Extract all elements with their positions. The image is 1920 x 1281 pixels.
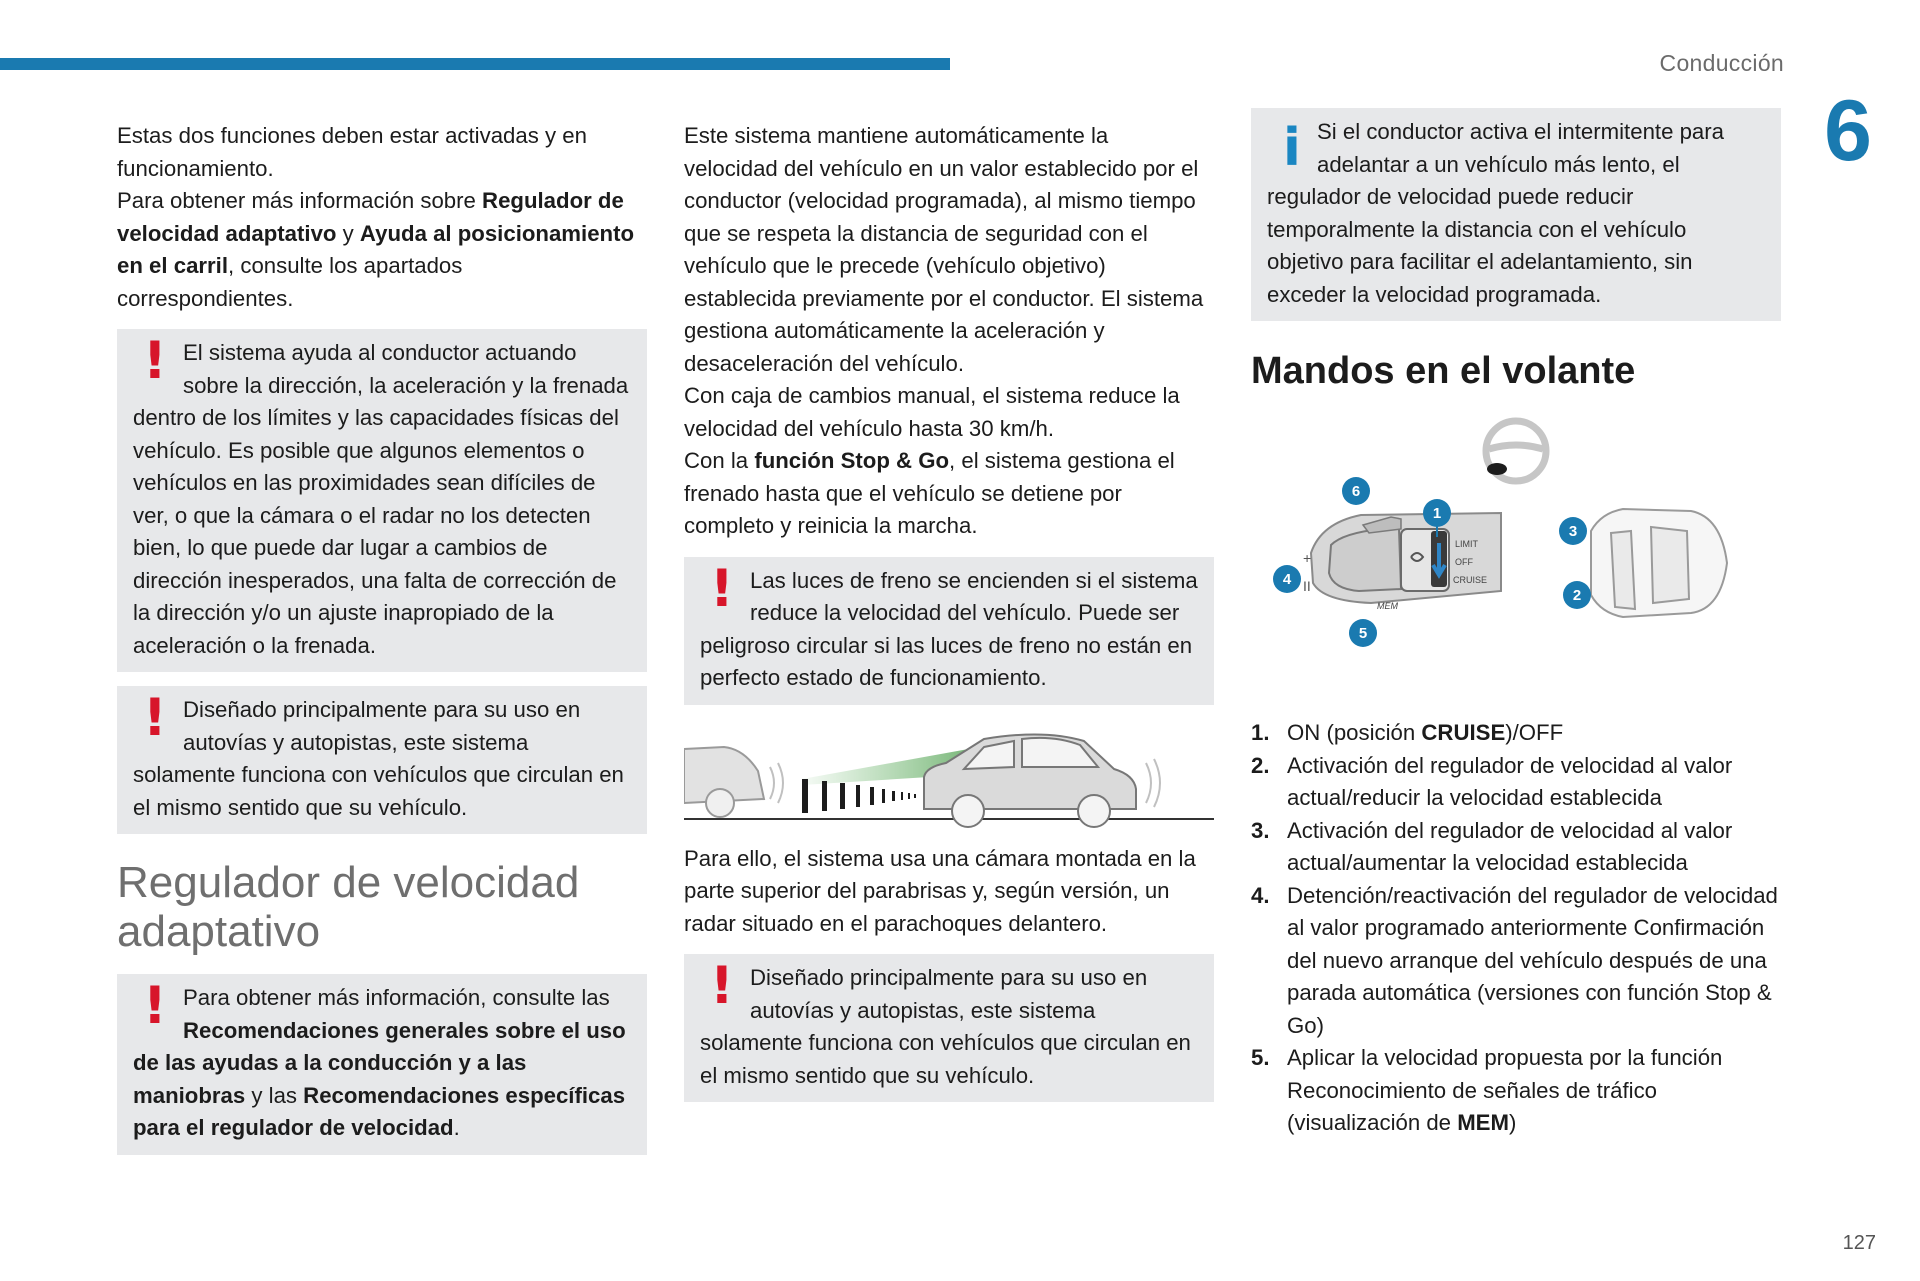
warning-text: Las luces de freno se encienden si el sistema reduce la velocidad del vehículo. Puede ser peligroso circular si las luces de freno no están en perfecto estado de funcionamiento. bbox=[700, 567, 1198, 690]
legend-item: 2. Activación del regulador de velocidad al valor actual/reducir la velocidad establecida bbox=[1251, 752, 1733, 810]
info-text: Si el conductor activa el intermitente para adelantar a un vehículo más lento, el regulador de velocidad puede reducir temporalmente la distancia con el vehículo objetivo para facilitar el adelantamiento, sin exceder la velocidad programada. bbox=[1267, 119, 1724, 307]
pause-mark: II bbox=[1303, 578, 1311, 594]
svg-text:6: 6 bbox=[1351, 483, 1361, 500]
header-accent-bar bbox=[0, 58, 950, 70]
callout-2-icon bbox=[1563, 581, 1591, 609]
legend-item: 4. Detención/reactivación del regulador de velocidad al valor programado anteriormente Confirmación del nuevo arranque del vehículo después de una parada automática (versiones con función Stop & Go) bbox=[1251, 882, 1778, 1038]
own-vehicle-icon bbox=[684, 747, 764, 817]
callout-6-icon bbox=[1342, 477, 1370, 505]
stalk-marker-icon bbox=[1487, 463, 1507, 475]
intro-paragraph: Estas dos funciones deben estar activadas y en funcionamiento. Para obtener más información sobre Regulador de velocidad adaptativo y Ayuda al posicionamiento en el carril, consulte los apartados correspondientes. bbox=[117, 123, 635, 311]
warning-text: El sistema ayuda al conductor actuando sobre la dirección, la aceleración y la frenada dentro de los límites y las capacidades físicas del vehículo. Es posible que algunos elementos o vehículos en las proximidades sean difíciles de ver, o que la cámara o el radar no los detecten bien, lo que puede dar lugar a cambios de dirección inesperados, una falta de corrección de la dirección y/o un ajuste inapropiado de la aceleración o la frenada. bbox=[133, 340, 629, 658]
body-paragraph: Con caja de cambios manual, el sistema reduce la velocidad del vehículo hasta 30 km/h. bbox=[684, 383, 1180, 441]
callout-4-icon bbox=[1273, 565, 1301, 593]
switch-label-off: OFF bbox=[1455, 557, 1473, 567]
body-paragraph: Para ello, el sistema usa una cámara montada en la parte superior del parabrisas y, según versión, un radar situado en el parachoques delantero. bbox=[684, 845, 1196, 936]
plus-mark: + bbox=[1303, 550, 1312, 566]
info-box bbox=[1251, 108, 1781, 321]
warning-icon: ! bbox=[143, 976, 167, 1036]
warning-box bbox=[117, 329, 647, 672]
legend-item: 3. Activación del regulador de velocidad al valor actual/aumentar la velocidad establecida bbox=[1251, 817, 1733, 875]
info-icon: i bbox=[1283, 118, 1301, 178]
warning-text: Diseñado principalmente para su uso en autovías y autopistas, este sistema solamente funciona con vehículos que circulan en el mismo sentido que su vehículo. bbox=[700, 965, 1191, 1088]
warning-box bbox=[684, 557, 1214, 705]
svg-text:4: 4 bbox=[1282, 571, 1292, 588]
steering-controls-diagram bbox=[1251, 413, 1781, 703]
acc-distance-illustration bbox=[684, 719, 1214, 829]
mem-label: MEM bbox=[1377, 601, 1398, 611]
legend-item: 5. Aplicar la velocidad propuesta por la función Reconocimiento de señales de tráfico (visualización de MEM) bbox=[1251, 1045, 1723, 1135]
warning-icon: ! bbox=[710, 956, 734, 1016]
body-paragraph: Con la función Stop & Go, el sistema gestiona el frenado hasta que el vehículo se detiene por completo y reinicia la marcha. bbox=[684, 448, 1175, 538]
distance-bars-icon bbox=[802, 779, 916, 813]
legend-item: 1. ON (posición CRUISE)/OFF bbox=[1251, 720, 1564, 745]
warning-box bbox=[684, 954, 1214, 1102]
callout-5-icon bbox=[1349, 619, 1377, 647]
body-paragraph: Este sistema mantiene automáticamente la velocidad del vehículo en un valor establecido por el conductor (velocidad programada), al mismo tiempo que se respeta la distancia de seguridad con el vehículo que le precede (vehículo objetivo) establecida previamente por el conductor. El sistema gestiona automáticamente la aceleración y desaceleración del vehículo. bbox=[684, 123, 1204, 376]
controls-legend bbox=[1251, 717, 1781, 1140]
svg-text:5: 5 bbox=[1358, 625, 1368, 642]
warning-text: Diseñado principalmente para su uso en autovías y autopistas, este sistema solamente funciona con vehículos que circulan en el mismo sentido que su vehículo. bbox=[133, 697, 624, 820]
target-vehicle-icon bbox=[924, 734, 1136, 827]
section-name: Conducción bbox=[1659, 50, 1784, 76]
warning-box bbox=[117, 974, 647, 1155]
section-title: Regulador de velocidad adaptativo bbox=[117, 858, 580, 956]
stalk-side-view-icon bbox=[1591, 509, 1727, 617]
page-number: 127 bbox=[1842, 1232, 1876, 1254]
svg-text:1: 1 bbox=[1432, 505, 1442, 522]
svg-text:3: 3 bbox=[1568, 523, 1578, 540]
switch-label-limit: LIMIT bbox=[1455, 539, 1479, 549]
switch-label-cruise: CRUISE bbox=[1453, 575, 1488, 585]
svg-text:2: 2 bbox=[1572, 587, 1582, 604]
warning-text: Para obtener más información, consulte las Recomendaciones generales sobre el uso de las ayudas a la conducción y a las maniobras y las Recomendaciones específicas para el regulador de velocidad. bbox=[133, 985, 626, 1140]
column-right bbox=[1251, 108, 1781, 1140]
subsection-title: Mandos en el volante bbox=[1251, 350, 1636, 392]
callout-3-icon bbox=[1559, 517, 1587, 545]
radar-waves-icon bbox=[770, 763, 783, 803]
column-middle bbox=[684, 120, 1214, 1116]
warning-icon: ! bbox=[710, 558, 734, 619]
column-left bbox=[117, 120, 647, 1169]
warning-icon: ! bbox=[143, 331, 167, 391]
warning-box bbox=[117, 686, 647, 834]
cruise-stalk-icon bbox=[1303, 513, 1501, 611]
chapter-number: 6 bbox=[1824, 83, 1872, 179]
warning-icon: ! bbox=[143, 688, 167, 748]
